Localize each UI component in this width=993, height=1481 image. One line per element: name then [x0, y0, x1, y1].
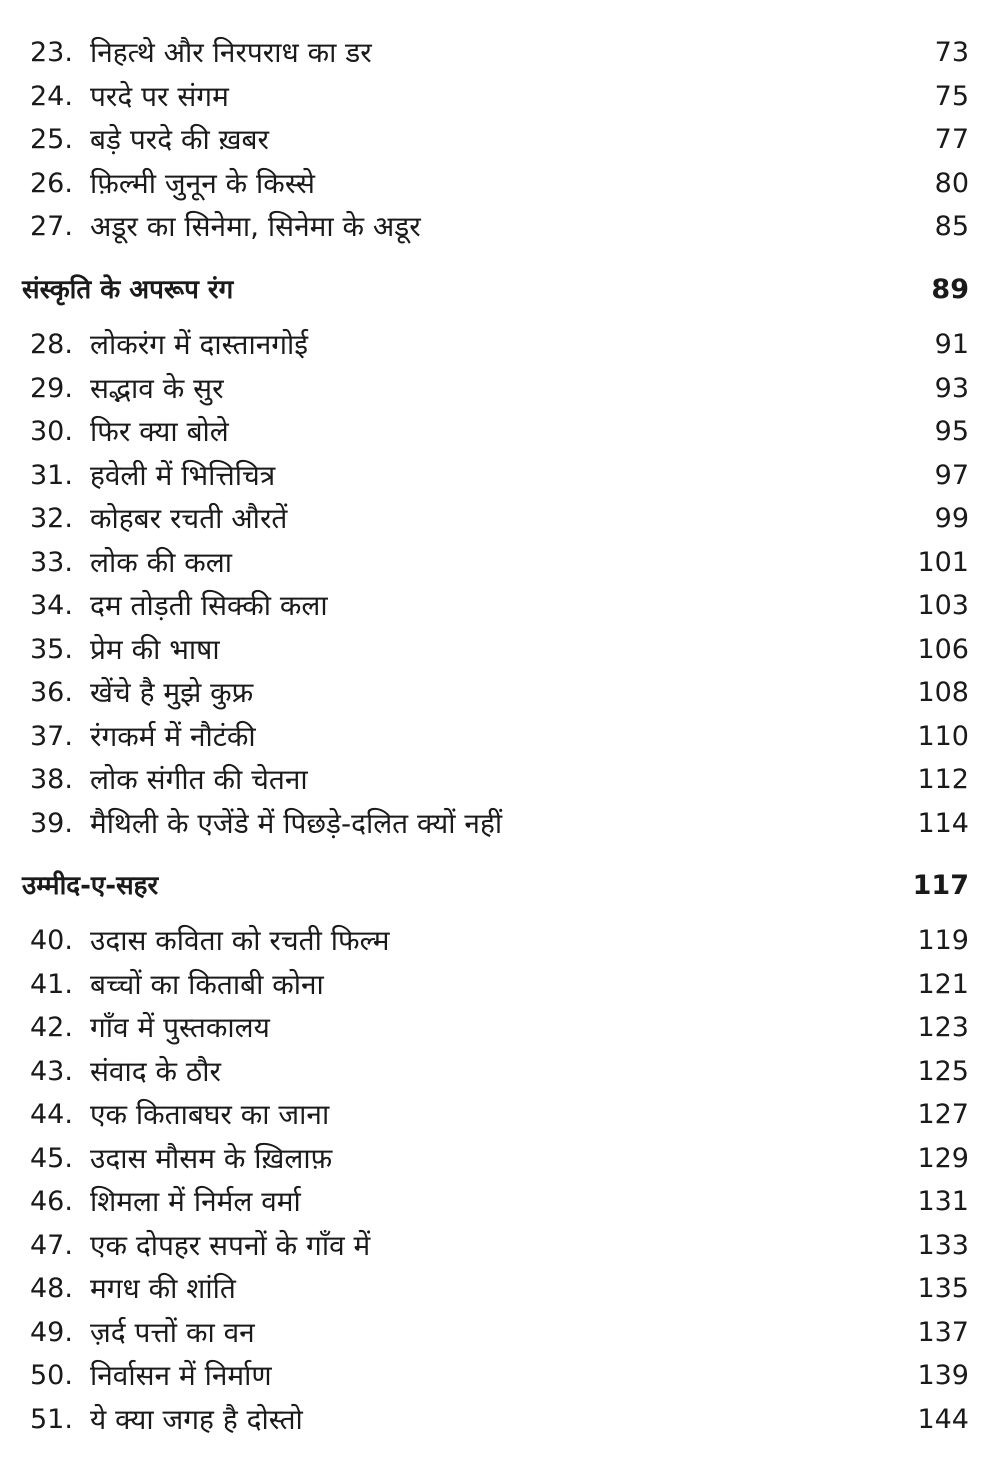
section-heading	[0, 866, 993, 906]
entry-title: शिमला में निर्मल वर्मा	[90, 1185, 301, 1218]
entry-title: लोकरंग में दास्तानगोई	[90, 328, 309, 361]
entry-title: दम तोड़ती सिक्की कला	[90, 589, 328, 622]
entry-number: 29.	[30, 373, 73, 404]
toc-entry	[0, 1400, 993, 1440]
toc-entry	[0, 120, 993, 160]
entry-title: अडूर का सिनेमा, सिनेमा के अडूर	[90, 210, 421, 243]
toc-entry	[0, 207, 993, 247]
entry-number: 49.	[30, 1317, 73, 1348]
toc-entry	[0, 456, 993, 496]
toc-entry	[0, 1182, 993, 1222]
toc-entry	[0, 499, 993, 539]
section-title: उम्मीद-ए-सहर	[22, 871, 159, 901]
entry-page-number: 112	[917, 764, 969, 795]
entry-number: 37.	[30, 721, 73, 752]
entry-page-number: 108	[917, 677, 969, 708]
toc-entry	[0, 630, 993, 670]
toc-entry	[0, 1095, 993, 1135]
entry-page-number: 144	[917, 1404, 969, 1435]
entry-number: 24.	[30, 81, 73, 112]
entry-title: कोहबर रचती औरतें	[90, 502, 288, 535]
entry-title: रंगकर्म में नौटंकी	[90, 720, 256, 753]
toc-entry	[0, 412, 993, 452]
toc-entry	[0, 77, 993, 117]
entry-title: संवाद के ठौर	[90, 1055, 221, 1088]
entry-page-number: 121	[917, 969, 969, 1000]
entry-title: परदे पर संगम	[90, 80, 229, 113]
toc-entry	[0, 1269, 993, 1309]
toc-entry	[0, 1052, 993, 1092]
toc-entry	[0, 673, 993, 713]
entry-page-number: 139	[917, 1360, 969, 1391]
entry-page-number: 119	[917, 925, 969, 956]
entry-title: मगध की शांति	[90, 1272, 236, 1305]
entry-page-number: 133	[917, 1230, 969, 1261]
entry-page-number: 103	[917, 590, 969, 621]
entry-title: प्रेम की भाषा	[90, 633, 220, 666]
entry-title: ये क्या जगह है दोस्तो	[90, 1403, 303, 1436]
entry-number: 26.	[30, 168, 73, 199]
entry-title: एक दोपहर सपनों के गाँव में	[90, 1229, 371, 1262]
entry-number: 38.	[30, 764, 73, 795]
entry-title: बच्चों का किताबी कोना	[90, 968, 324, 1001]
entry-title: मैथिली के एजेंडे में पिछड़े-दलित क्यों नहीं	[90, 807, 503, 840]
entry-page-number: 95	[934, 416, 969, 447]
entry-number: 47.	[30, 1230, 73, 1261]
entry-page-number: 77	[934, 124, 969, 155]
entry-number: 43.	[30, 1056, 73, 1087]
toc-entry	[0, 1139, 993, 1179]
entry-title: बड़े परदे की ख़बर	[90, 123, 269, 156]
entry-number: 42.	[30, 1012, 73, 1043]
entry-title: खेंचे है मुझे कुफ्र	[90, 676, 254, 709]
toc-entry	[0, 1008, 993, 1048]
toc-entry	[0, 1356, 993, 1396]
entry-page-number: 91	[934, 329, 969, 360]
toc-entry	[0, 164, 993, 204]
entry-number: 51.	[30, 1404, 73, 1435]
entry-title: लोक की कला	[90, 546, 233, 579]
entry-page-number: 80	[934, 168, 969, 199]
entry-page-number: 97	[934, 460, 969, 491]
entry-title: सद्भाव के सुर	[90, 372, 224, 405]
entry-page-number: 75	[934, 81, 969, 112]
toc-entry	[0, 717, 993, 757]
entry-page-number: 85	[934, 211, 969, 242]
entry-page-number: 135	[917, 1273, 969, 1304]
toc-entry	[0, 33, 993, 73]
toc-entry	[0, 1226, 993, 1266]
entry-number: 45.	[30, 1143, 73, 1174]
entry-title: हवेली में भित्तिचित्र	[90, 459, 276, 492]
entry-page-number: 137	[917, 1317, 969, 1348]
entry-number: 25.	[30, 124, 73, 155]
entry-number: 33.	[30, 547, 73, 578]
entry-number: 40.	[30, 925, 73, 956]
entry-page-number: 99	[934, 503, 969, 534]
entry-number: 48.	[30, 1273, 73, 1304]
entry-title: एक किताबघर का जाना	[90, 1098, 330, 1131]
toc-entry	[0, 965, 993, 1005]
entry-number: 30.	[30, 416, 73, 447]
entry-page-number: 129	[917, 1143, 969, 1174]
entry-number: 32.	[30, 503, 73, 534]
toc-entry	[0, 760, 993, 800]
toc-entry	[0, 804, 993, 844]
entry-number: 28.	[30, 329, 73, 360]
section-title: संस्कृति के अपरूप रंग	[22, 275, 234, 305]
entry-title: ज़र्द पत्तों का वन	[90, 1316, 255, 1349]
entry-page-number: 101	[917, 547, 969, 578]
entry-page-number: 127	[917, 1099, 969, 1130]
entry-page-number: 93	[934, 373, 969, 404]
entry-number: 36.	[30, 677, 73, 708]
entry-number: 27.	[30, 211, 73, 242]
entry-title: फिर क्या बोले	[90, 415, 229, 448]
entry-page-number: 73	[934, 37, 969, 68]
entry-number: 31.	[30, 460, 73, 491]
entry-number: 35.	[30, 634, 73, 665]
entry-number: 44.	[30, 1099, 73, 1130]
toc-entry	[0, 921, 993, 961]
section-heading	[0, 270, 993, 310]
toc-entry	[0, 586, 993, 626]
entry-number: 46.	[30, 1186, 73, 1217]
entry-number: 50.	[30, 1360, 73, 1391]
toc-entry	[0, 325, 993, 365]
toc-entry	[0, 369, 993, 409]
entry-number: 39.	[30, 808, 73, 839]
entry-number: 34.	[30, 590, 73, 621]
toc-entry	[0, 543, 993, 583]
entry-page-number: 123	[917, 1012, 969, 1043]
entry-page-number: 131	[917, 1186, 969, 1217]
entry-page-number: 114	[917, 808, 969, 839]
entry-title: फ़िल्मी जुनून के किस्से	[90, 167, 315, 200]
toc-entry	[0, 1313, 993, 1353]
entry-title: उदास मौसम के ख़िलाफ़	[90, 1142, 333, 1175]
entry-title: लोक संगीत की चेतना	[90, 763, 308, 796]
entry-page-number: 106	[917, 634, 969, 665]
section-page-number: 89	[931, 274, 969, 305]
entry-title: निर्वासन में निर्माण	[90, 1359, 272, 1392]
entry-title: गाँव में पुस्तकालय	[90, 1011, 270, 1044]
entry-number: 41.	[30, 969, 73, 1000]
entry-title: उदास कविता को रचती फिल्म	[90, 924, 390, 957]
section-page-number: 117	[912, 870, 969, 901]
entry-page-number: 110	[917, 721, 969, 752]
entry-title: निहत्थे और निरपराध का डर	[90, 36, 372, 69]
entry-number: 23.	[30, 37, 73, 68]
entry-page-number: 125	[917, 1056, 969, 1087]
